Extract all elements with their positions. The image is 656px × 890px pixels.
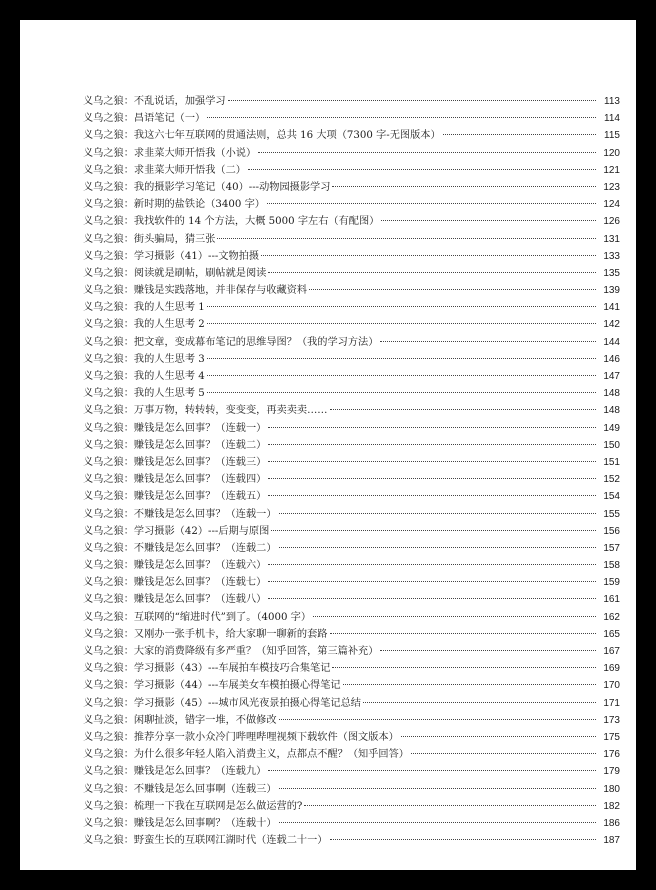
toc-entry[interactable] — [83, 574, 620, 591]
toc-entry[interactable] — [83, 626, 620, 643]
dot-leader — [268, 598, 596, 599]
dot-leader — [381, 220, 596, 221]
dot-leader — [330, 409, 597, 410]
toc-entry-page-number: 152 — [603, 474, 620, 486]
dot-leader — [443, 134, 596, 135]
toc-entry[interactable] — [83, 781, 620, 798]
toc-entry-title: 义乌之狼：赚钱是怎么回事？（连载三） — [83, 456, 267, 468]
toc-entry-page-number: 186 — [603, 817, 620, 829]
toc-entry-page-number: 131 — [603, 233, 620, 245]
dot-leader — [380, 341, 596, 342]
toc-entry-title: 义乌之狼：不赚钱是怎么回事啊（连载三） — [83, 783, 277, 795]
toc-entry-title: 义乌之狼：我的人生思考 1 — [83, 302, 205, 314]
toc-entry-page-number: 114 — [604, 113, 620, 125]
toc-entry-page-number: 120 — [603, 147, 620, 159]
toc-entry[interactable] — [83, 591, 620, 608]
dot-leader — [332, 186, 596, 187]
toc-entry-title: 义乌之狼：不乱说话，加强学习 — [83, 96, 226, 107]
dot-leader — [207, 117, 596, 118]
toc-entry-title: 义乌之狼：赚钱是怎么回事啊？（连载十） — [83, 817, 277, 829]
toc-entry-title: 义乌之狼：把文章，变成幕布笔记的思维导图？（我的学习方法） — [83, 336, 379, 348]
dot-leader — [330, 839, 597, 840]
dot-leader — [268, 272, 596, 273]
toc-entry[interactable] — [83, 437, 620, 454]
toc-entry-page-number: 142 — [603, 319, 620, 331]
toc-entry-page-number: 115 — [604, 130, 620, 142]
toc-entry-page-number: 133 — [603, 250, 620, 262]
toc-entry[interactable] — [83, 815, 620, 832]
toc-entry-title: 义乌之狼：学习摄影（45）---城市风光夜景拍摄心得笔记总结 — [83, 697, 361, 709]
toc-entry-page-number: 149 — [603, 422, 620, 434]
toc-entry-title: 义乌之狼：我的人生思考 4 — [83, 371, 205, 382]
dot-leader — [279, 547, 596, 548]
toc-entry[interactable] — [83, 506, 620, 523]
toc-entry-page-number: 170 — [603, 680, 620, 692]
toc-entry-title: 义乌之狼：阅读就是刷帖，刷帖就是阅读 — [83, 267, 267, 279]
dot-leader — [313, 616, 596, 617]
toc-entry-title: 义乌之狼：我找软件的 14 个方法，大概 5000 字左右（有配图） — [83, 216, 380, 228]
toc-entry[interactable] — [83, 523, 620, 540]
dot-leader — [207, 375, 596, 376]
toc-entry-page-number: 169 — [603, 663, 620, 675]
toc-entry-title: 义乌之狼：梳理一下我在互联网是怎么做运营的? — [83, 800, 303, 812]
toc-entry[interactable] — [83, 643, 620, 660]
dot-leader — [268, 427, 596, 428]
dot-leader — [268, 770, 596, 771]
toc-entry[interactable] — [83, 746, 620, 763]
toc-entry[interactable] — [83, 334, 620, 351]
toc-entry-title: 义乌之狼：不赚钱是怎么回事？（连载二） — [83, 542, 277, 554]
dot-leader — [279, 788, 596, 789]
toc-entry[interactable] — [83, 763, 620, 780]
toc-entry-title: 义乌之狼：求韭菜大师开悟我（小说） — [83, 147, 257, 159]
dot-leader — [343, 684, 596, 685]
toc-entry-title: 义乌之狼：赚钱是怎么回事？（连载八） — [83, 594, 267, 606]
toc-entry-title: 义乌之狼：互联网的“缩进时代”到了。（4000 字） — [83, 611, 312, 623]
dot-leader — [279, 822, 596, 823]
toc-entry-page-number: 144 — [603, 336, 620, 348]
dot-leader — [268, 581, 596, 582]
toc-entry-page-number: 161 — [603, 594, 620, 606]
dot-leader — [217, 238, 596, 239]
dot-leader — [268, 495, 596, 496]
toc-entry[interactable] — [83, 832, 620, 849]
dot-leader — [271, 530, 596, 531]
toc-entry-title: 义乌之狼：我的人生思考 5 — [83, 388, 205, 400]
toc-entry-page-number: 182 — [603, 800, 620, 812]
toc-entry-page-number: 176 — [603, 749, 620, 761]
toc-entry[interactable] — [83, 385, 620, 402]
toc-entry-page-number: 165 — [603, 628, 620, 640]
toc-entry-page-number: 113 — [604, 96, 620, 107]
dot-leader — [268, 478, 596, 479]
toc-entry-page-number: 121 — [603, 164, 620, 176]
dot-leader — [279, 513, 596, 514]
toc-entry[interactable] — [83, 488, 620, 505]
toc-entry-page-number: 124 — [603, 199, 620, 211]
toc-entry[interactable] — [83, 316, 620, 333]
dot-leader — [268, 444, 596, 445]
toc-entry-page-number: 147 — [603, 371, 620, 382]
toc-entry[interactable] — [83, 248, 620, 265]
dot-leader — [380, 650, 596, 651]
toc-entry-page-number: 150 — [603, 439, 620, 451]
toc-entry-title: 义乌之狼：不赚钱是怎么回事？（连载一） — [83, 508, 277, 520]
document-page — [20, 20, 636, 870]
toc-entry-title: 义乌之狼：赚钱是怎么回事？（连载五） — [83, 491, 267, 503]
toc-entry[interactable] — [83, 471, 620, 488]
toc-entry-title: 义乌之狼：万事万物，转转转，变变变，再卖卖卖…… — [83, 405, 328, 417]
toc-entry[interactable] — [83, 368, 620, 385]
toc-entry[interactable] — [83, 196, 620, 213]
toc-entry-title: 义乌之狼：求韭菜大师开悟我（二） — [83, 164, 246, 176]
toc-entry-page-number: 135 — [603, 267, 620, 279]
toc-entry-page-number: 173 — [603, 714, 620, 726]
toc-entry-title: 义乌之狼：赚钱是怎么回事？（连载一） — [83, 422, 267, 434]
dot-leader — [309, 289, 596, 290]
toc-entry[interactable] — [83, 110, 620, 127]
toc-entry-page-number: 167 — [603, 646, 620, 657]
toc-entry-page-number: 179 — [603, 766, 620, 778]
toc-entry[interactable] — [83, 454, 620, 471]
toc-entry-title: 义乌之狼：我的人生思考 2 — [83, 319, 205, 331]
toc-entry[interactable] — [83, 402, 620, 419]
toc-entry-title: 义乌之狼：赚钱是怎么回事？（连载二） — [83, 439, 267, 451]
toc-entry[interactable] — [83, 557, 620, 574]
toc-entry[interactable] — [83, 299, 620, 316]
toc-entry-title: 义乌之狼：学习摄影（41）---文物拍摄 — [83, 250, 260, 262]
toc-entry-page-number: 159 — [603, 577, 620, 589]
toc-entry-title: 义乌之狼：我的人生思考 3 — [83, 353, 205, 365]
toc-entry[interactable] — [83, 282, 620, 299]
dot-leader — [207, 323, 596, 324]
toc-entry-page-number: 180 — [603, 783, 620, 795]
toc-entry-title: 义乌之狼：昌语笔记（一） — [83, 113, 206, 125]
toc-entry-page-number: 154 — [603, 491, 620, 503]
toc-entry-page-number: 175 — [603, 731, 620, 743]
toc-entry-title: 义乌之狼：野蛮生长的互联网江湖时代（连载二十一） — [83, 835, 328, 847]
toc-entry-title: 义乌之狼：学习摄影（43）---车展拍车模技巧合集笔记 — [83, 663, 331, 675]
toc-entry-title: 义乌之狼：学习摄影（42）---后期与原图 — [83, 525, 270, 537]
toc-entry[interactable] — [83, 213, 620, 230]
table-of-contents — [83, 93, 620, 849]
toc-entry[interactable] — [83, 712, 620, 729]
dot-leader — [363, 702, 596, 703]
toc-entry[interactable] — [83, 265, 620, 282]
dot-leader — [207, 392, 596, 393]
toc-entry[interactable] — [83, 729, 620, 746]
dot-leader — [330, 633, 597, 634]
dot-leader — [279, 719, 596, 720]
dot-leader — [228, 100, 596, 101]
toc-entry-title: 义乌之狼：又刚办一张手机卡，给大家聊一聊新的套路 — [83, 628, 328, 640]
toc-entry[interactable] — [83, 93, 620, 110]
toc-entry[interactable] — [83, 695, 620, 712]
toc-entry-title: 义乌之狼：赚钱是怎么回事？（连载四） — [83, 474, 267, 486]
toc-entry[interactable] — [83, 660, 620, 677]
dot-leader — [261, 255, 596, 256]
dot-leader — [267, 203, 596, 204]
toc-entry-page-number: 126 — [603, 216, 620, 228]
toc-entry-page-number: 171 — [603, 697, 620, 709]
toc-entry-page-number: 148 — [603, 405, 620, 417]
toc-entry-page-number: 155 — [603, 508, 620, 520]
dot-leader — [268, 461, 596, 462]
toc-entry[interactable] — [83, 179, 620, 196]
dot-leader — [411, 753, 596, 754]
dot-leader — [304, 805, 596, 806]
toc-entry-title: 义乌之狼：我的摄影学习笔记（40）---动物园摄影学习 — [83, 181, 331, 193]
toc-entry-page-number: 158 — [603, 560, 620, 572]
toc-entry-title: 义乌之狼：我这六七年互联网的贯通法则，总共 16 大项（7300 字-无图版本） — [83, 130, 441, 142]
toc-entry-title: 义乌之狼：学习摄影（44）---车展美女车模拍摄心得笔记 — [83, 680, 341, 692]
toc-entry-page-number: 151 — [603, 456, 620, 468]
toc-entry-page-number: 187 — [603, 835, 620, 847]
toc-entry-title: 义乌之狼：赚钱是实践落地，并非保存与收藏资料 — [83, 285, 308, 297]
toc-entry-title: 义乌之狼：新时期的盐铁论（3400 字） — [83, 199, 265, 211]
dot-leader — [207, 306, 596, 307]
toc-entry-page-number: 141 — [603, 302, 620, 314]
dot-leader — [268, 564, 596, 565]
toc-entry-title: 义乌之狼：闲聊扯淡，错字一堆，不做修改 — [83, 714, 277, 726]
toc-entry-page-number: 123 — [603, 181, 620, 193]
toc-entry-page-number: 157 — [603, 542, 620, 554]
dot-leader — [258, 152, 596, 153]
toc-entry[interactable] — [83, 127, 620, 144]
toc-entry[interactable] — [83, 677, 620, 694]
toc-entry-title: 义乌之狼：大家的消费降级有多严重？（知乎回答，第三篇补充） — [83, 646, 379, 657]
toc-entry[interactable] — [83, 231, 620, 248]
toc-entry-title: 义乌之狼：赚钱是怎么回事？（连载九） — [83, 766, 267, 778]
toc-entry[interactable] — [83, 420, 620, 437]
toc-entry-title: 义乌之狼：推荐分享一款小众冷门哔哩哔哩视频下载软件（图文版本） — [83, 731, 399, 743]
toc-entry-title: 义乌之狼：赚钱是怎么回事？（连载七） — [83, 577, 267, 589]
toc-entry[interactable] — [83, 798, 620, 815]
toc-entry[interactable] — [83, 145, 620, 162]
toc-entry-page-number: 139 — [603, 285, 620, 297]
dot-leader — [207, 358, 596, 359]
toc-entry-title: 义乌之狼：街头骗局，猜三张 — [83, 233, 216, 245]
toc-entry-page-number: 146 — [603, 353, 620, 365]
dot-leader — [248, 169, 596, 170]
toc-entry[interactable] — [83, 609, 620, 626]
dot-leader — [401, 736, 596, 737]
toc-entry[interactable] — [83, 162, 620, 179]
toc-entry[interactable] — [83, 351, 620, 368]
toc-entry-page-number: 148 — [603, 388, 620, 400]
toc-entry-page-number: 162 — [603, 611, 620, 623]
toc-entry[interactable] — [83, 540, 620, 557]
toc-entry-title: 义乌之狼：赚钱是怎么回事？（连载六） — [83, 560, 267, 572]
toc-entry-page-number: 156 — [603, 525, 620, 537]
dot-leader — [332, 667, 596, 668]
toc-entry-title: 义乌之狼：为什么很多年轻人陷入消费主义，点都点不醒？（知乎回答） — [83, 749, 409, 761]
